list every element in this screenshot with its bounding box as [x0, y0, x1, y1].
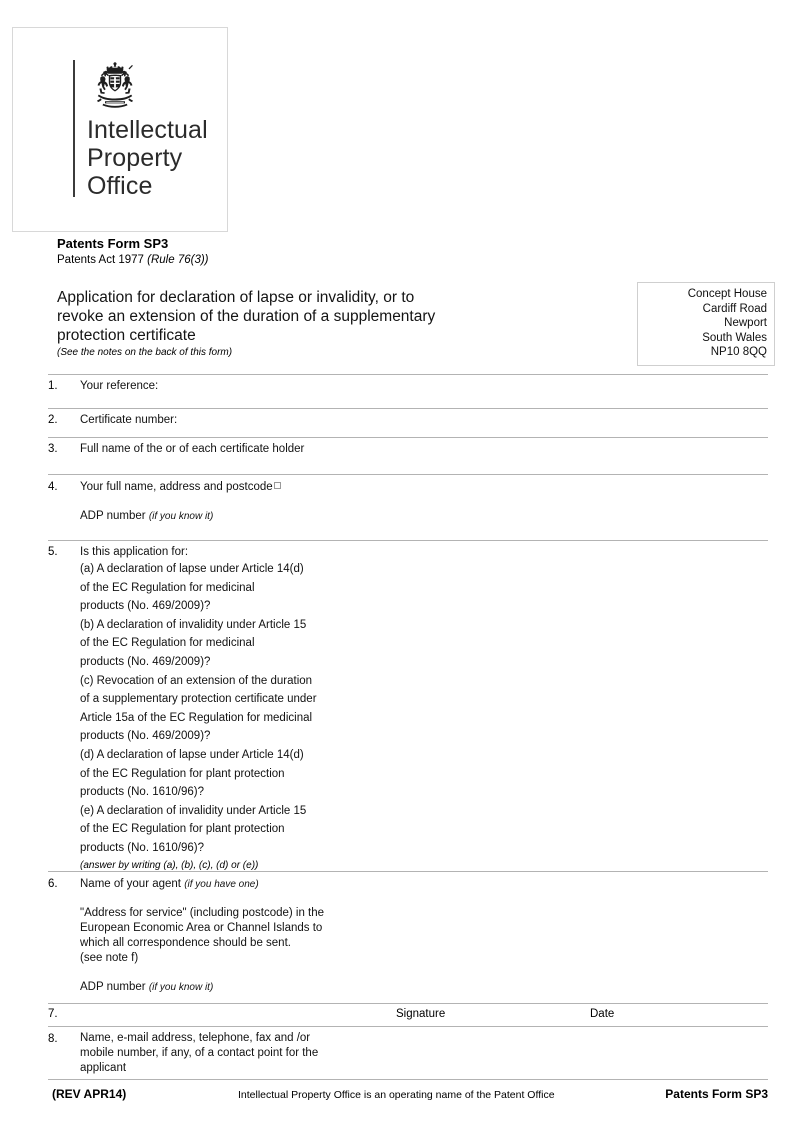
- date-label: Date: [590, 1008, 615, 1020]
- logo-line-intellectual: Intellectual: [87, 116, 208, 144]
- item-8-line-2: mobile number, if any, of a contact point for the: [80, 1047, 319, 1059]
- footer-operating-name: Intellectual Property Office is an operating name of the Patent Office: [238, 1089, 555, 1101]
- item-6-adp-hint: (if you know it): [148, 982, 214, 993]
- item-3-number: 3.: [48, 443, 58, 455]
- rule-below-item-3: [48, 474, 768, 475]
- empty-checkbox-icon: [274, 482, 281, 489]
- item-5-option-line: products (No. 469/2009)?: [80, 655, 211, 668]
- item-6-spacer: [80, 893, 768, 906]
- item-6-address-line-3: which all correspondence should be sent.: [80, 937, 291, 949]
- item-5-option-line: (b) A declaration of invalidity under Article 15: [80, 618, 307, 631]
- item-8-line-1: Name, e-mail address, telephone, fax and /or: [80, 1032, 311, 1044]
- item-6-address-line-1: "Address for service" (including postcode) in the: [80, 907, 325, 919]
- rule-below-item-1: [48, 408, 768, 409]
- item-5-option-line: of the EC Regulation for plant protection: [80, 823, 285, 836]
- form-item-7: [48, 1006, 768, 1026]
- item-6-address-line-2: European Economic Area or Channel Islands to: [80, 922, 323, 934]
- address-line-5: NP10 8QQ: [710, 346, 767, 359]
- item-5-option-line: Article 15a of the EC Regulation for medicinal: [80, 711, 313, 724]
- item-5-option-line: (e) A declaration of invalidity under Article 15: [80, 804, 307, 817]
- item-5-option-line: of the EC Regulation for plant protection: [80, 767, 285, 780]
- item-3-body: [80, 441, 768, 457]
- item-6-label-hint: (if you have one): [184, 879, 259, 890]
- rule-below-item-2: [48, 437, 768, 438]
- address-line-2: Cardiff Road: [702, 302, 767, 315]
- item-6-number: 6.: [48, 878, 58, 890]
- item-5-answer-hint: (answer by writing (a), (b), (c), (d) or (e)): [80, 859, 259, 871]
- item-8-number: 8.: [48, 1033, 58, 1045]
- item-5-option-line: of a supplementary protection certificate under: [80, 693, 317, 706]
- item-5-option-line: products (No. 469/2009)?: [80, 730, 211, 743]
- act-text: Patents Act 1977: [57, 254, 148, 266]
- item-6-adp-row: [80, 979, 768, 996]
- item-6-address-line-4: (see note f): [80, 952, 139, 964]
- item-2-number: 2.: [48, 414, 58, 426]
- signature-label: Signature: [396, 1008, 446, 1020]
- form-item-4: [48, 479, 768, 525]
- rule-below-item-7: [48, 1026, 768, 1027]
- office-address-box: [637, 282, 775, 366]
- ipo-logo-box: [12, 27, 228, 232]
- act-rule: (Rule 76(3)): [147, 254, 209, 266]
- item-5-option-line: products (No. 469/2009)?: [80, 600, 211, 613]
- item-4-label-row: [80, 479, 768, 495]
- item-5-option-line: of the EC Regulation for medicinal: [80, 637, 255, 650]
- address-line-3: Newport: [724, 317, 767, 330]
- ipo-logo: [73, 60, 208, 200]
- logo-vertical-rule: [73, 60, 75, 197]
- item-1-body: [80, 378, 768, 394]
- form-identity: [57, 236, 477, 268]
- item-4-adp-row: [80, 508, 768, 525]
- form-item-5: [48, 544, 768, 873]
- item-2-body: [80, 412, 768, 428]
- item-5-option-line: (d) A declaration of lapse under Article 14(d): [80, 748, 304, 761]
- item-1-number: 1.: [48, 380, 58, 392]
- logo-line-office: Office: [87, 172, 153, 200]
- item-2-label: Certificate number:: [80, 414, 178, 426]
- item-7-number: 7.: [48, 1008, 58, 1020]
- item-6-body: [80, 876, 768, 996]
- item-5-body: [80, 544, 768, 873]
- rule-above-item-1: [48, 374, 768, 375]
- form-act-line: [57, 253, 477, 268]
- title-line-3: protection certificate: [57, 327, 196, 344]
- form-item-8: [48, 1031, 768, 1076]
- footer-revision: (REV APR14): [52, 1087, 127, 1101]
- item-4-body: [80, 479, 768, 525]
- title-line-2: revoke an extension of the duration of a supplementary: [57, 308, 436, 325]
- page-footer: [48, 1086, 768, 1102]
- item-5-option-line: products (No. 1610/96)?: [80, 786, 205, 799]
- footer-form-name: Patents Form SP3: [665, 1087, 768, 1101]
- item-1-label: Your reference:: [80, 380, 159, 392]
- item-5-number: 5.: [48, 546, 58, 558]
- form-title: Patents Form SP3: [57, 236, 169, 251]
- title-line-1: Application for declaration of lapse or invalidity, or to: [57, 289, 415, 306]
- title-note: (See the notes on the back of this form): [57, 347, 233, 358]
- item-5-option-line: products (No. 1610/96)?: [80, 841, 205, 854]
- item-6-label: Name of your agent: [80, 878, 185, 890]
- item-5-lead: Is this application for:: [80, 546, 189, 558]
- item-6-adp-label: ADP number: [80, 981, 149, 993]
- page-title: [57, 288, 617, 360]
- logo-line-property: Property: [87, 144, 183, 172]
- item-5-option-line: (c) Revocation of an extension of the duration: [80, 674, 313, 687]
- item-5-option-line: of the EC Regulation for medicinal: [80, 581, 255, 594]
- address-line-4: South Wales: [702, 331, 767, 344]
- logo-content: [87, 60, 208, 200]
- item-4-spacer: [80, 495, 768, 508]
- item-4-label: Your full name, address and postcode: [80, 481, 273, 493]
- form-item-3: [48, 441, 768, 457]
- royal-coat-of-arms-icon: [87, 60, 143, 112]
- item-6-label-row: [80, 876, 768, 893]
- item-8-body: [80, 1031, 768, 1076]
- item-5-option-line: (a) A declaration of lapse under Article 14(d): [80, 563, 304, 575]
- form-item-2: [48, 412, 768, 428]
- address-line-1: Concept House: [687, 288, 767, 300]
- rule-above-footer: [48, 1079, 768, 1080]
- form-item-1: [48, 378, 768, 394]
- item-3-label: Full name of the or of each certificate holder: [80, 443, 305, 455]
- item-4-adp-hint: (if you know it): [148, 511, 214, 522]
- item-4-adp-label: ADP number: [80, 510, 149, 522]
- item-6-spacer-2: [80, 966, 768, 979]
- item-4-number: 4.: [48, 481, 58, 493]
- item-8-line-3: applicant: [80, 1062, 127, 1074]
- form-item-6: [48, 876, 768, 996]
- rule-below-item-6: [48, 1003, 768, 1004]
- rule-below-item-4: [48, 540, 768, 541]
